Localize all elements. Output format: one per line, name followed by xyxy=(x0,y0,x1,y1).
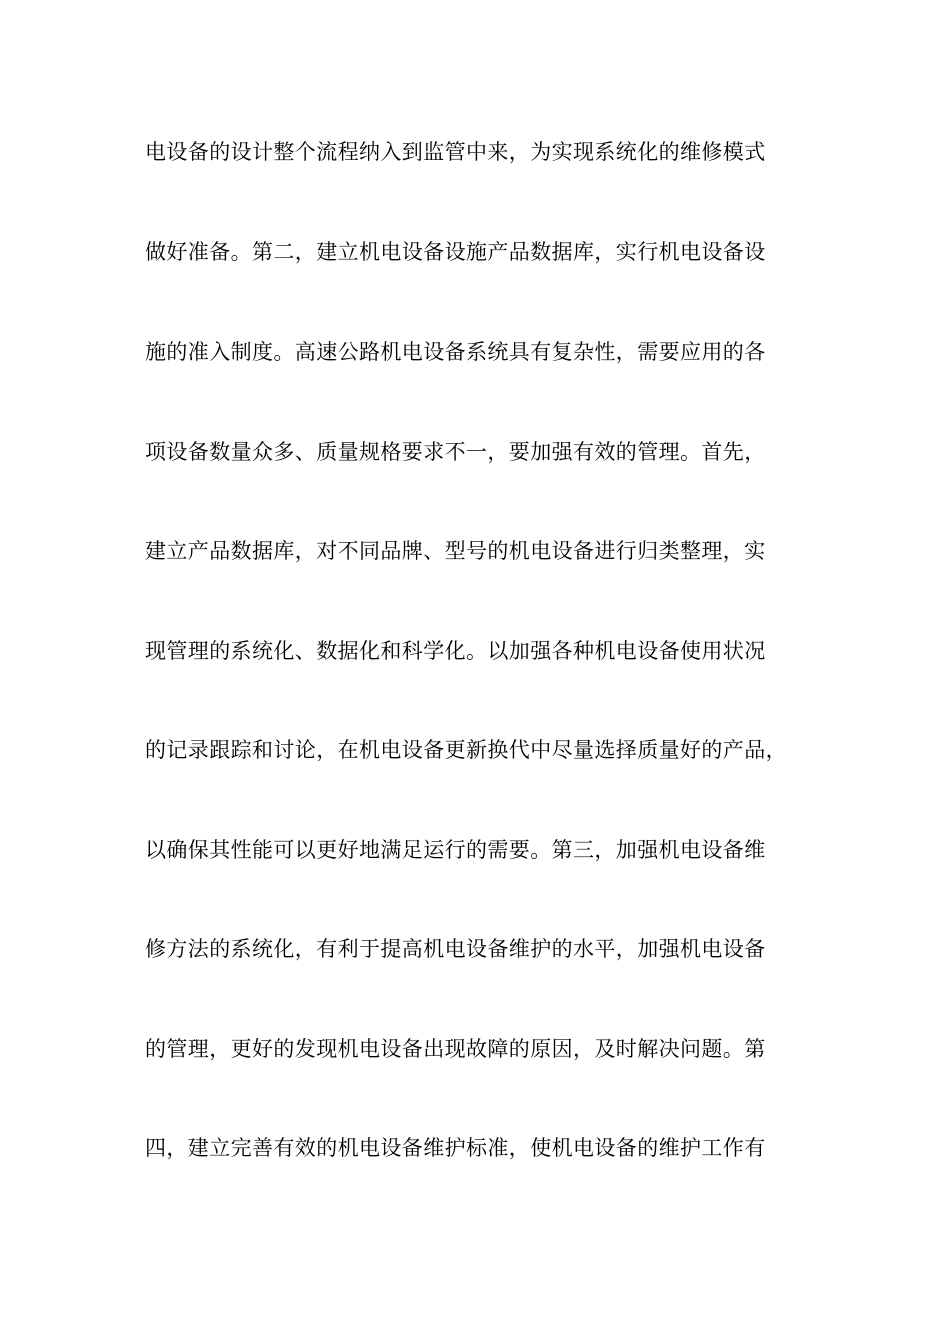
paragraph-line: 施的准入制度。高速公路机电设备系统具有复杂性，需要应用的各 xyxy=(145,340,766,364)
paragraph-line: 的管理，更好的发现机电设备出现故障的原因，及时解决问题。第 xyxy=(145,1037,766,1061)
paragraph-line: 项设备数量众多、质量规格要求不一，要加强有效的管理。首先， xyxy=(145,440,766,464)
paragraph-line: 的记录跟踪和讨论，在机电设备更新换代中尽量选择质量好的产品， xyxy=(145,738,787,762)
paragraph-line: 现管理的系统化、数据化和科学化。以加强各种机电设备使用状况 xyxy=(145,639,766,663)
paragraph-line: 建立产品数据库，对不同品牌、型号的机电设备进行归类整理，实 xyxy=(145,539,766,563)
paragraph-line: 四，建立完善有效的机电设备维护标准，使机电设备的维护工作有 xyxy=(145,1136,766,1160)
paragraph-line: 以确保其性能可以更好地满足运行的需要。第三，加强机电设备维 xyxy=(145,838,766,862)
paragraph-line: 修方法的系统化，有利于提高机电设备维护的水平，加强机电设备 xyxy=(145,937,766,961)
paragraph-line: 做好准备。第二，建立机电设备设施产品数据库，实行机电设备设 xyxy=(145,240,766,264)
paragraph-line: 电设备的设计整个流程纳入到监管中来，为实现系统化的维修模式 xyxy=(145,140,766,164)
